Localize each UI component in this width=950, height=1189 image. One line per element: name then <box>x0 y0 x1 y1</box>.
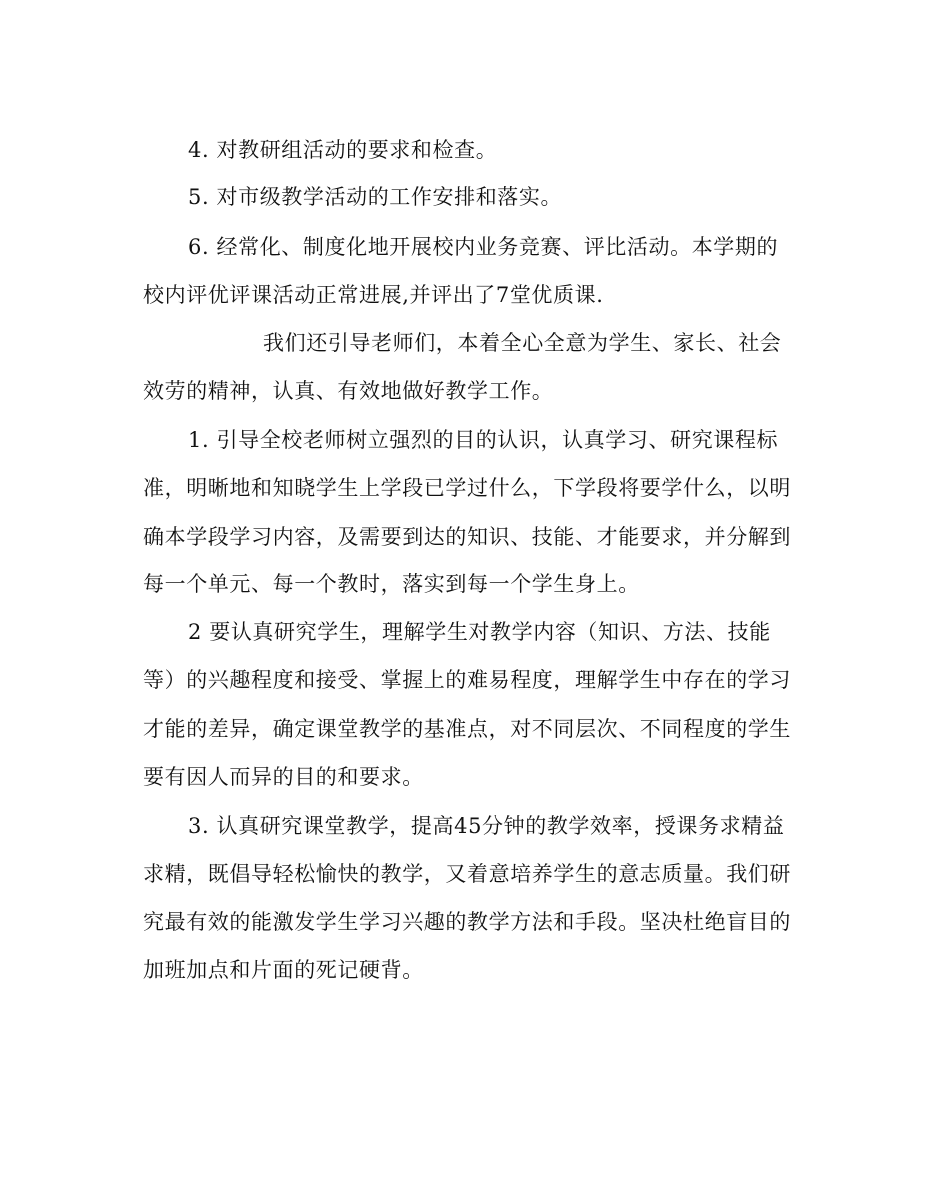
paragraph-point-1-line-4: 每一个单元、每一个教时，落实到每一个学生身上。 <box>143 572 640 596</box>
paragraph-item-6-line-2: 校内评优评课活动正常进展,并评出了7堂优质课. <box>143 283 604 307</box>
paragraph-item-4: 4. 对教研组活动的要求和检查。 <box>188 138 498 162</box>
paragraph-item-6-line-1: 6. 经常化、制度化地开展校内业务竞赛、评比活动。本学期的 <box>188 235 779 259</box>
paragraph-item-5: 5. 对市级教学活动的工作安排和落实。 <box>188 185 563 209</box>
paragraph-point-2-line-2: 等）的兴趣程度和接受、掌握上的难易程度，理解学生中存在的学习 <box>143 668 791 692</box>
paragraph-intro-line-1: 我们还引导老师们，本着全心全意为学生、家长、社会 <box>263 331 782 355</box>
paragraph-point-3-line-4: 加班加点和片面的死记硬背。 <box>143 958 424 982</box>
paragraph-point-3-line-3: 究最有效的能激发学生学习兴趣的教学方法和手段。坚决杜绝盲目的 <box>143 910 791 934</box>
paragraph-point-2-line-3: 才能的差异，确定课堂教学的基准点，对不同层次、不同程度的学生 <box>143 717 791 741</box>
paragraph-intro-line-2: 效劳的精神，认真、有效地做好教学工作。 <box>143 379 554 403</box>
paragraph-point-3-line-2: 求精，既倡导轻松愉快的教学，又着意培养学生的意志质量。我们研 <box>143 862 791 886</box>
paragraph-point-2-line-1: 2 要认真研究学生，理解学生对教学内容（知识、方法、技能 <box>188 620 771 644</box>
paragraph-point-1-line-2: 准，明晰地和知晓学生上学段已学过什么，下学段将要学什么，以明 <box>143 476 791 500</box>
paragraph-point-2-line-4: 要有因人而异的目的和要求。 <box>143 765 424 789</box>
paragraph-point-3-line-1: 3. 认真研究课堂教学，提高45分钟的教学效率，授课务求精益 <box>188 814 785 838</box>
paragraph-point-1-line-3: 确本学段学习内容，及需要到达的知识、技能、才能要求，并分解到 <box>143 525 791 549</box>
paragraph-point-1-line-1: 1. 引导全校老师树立强烈的目的认识，认真学习、研究课程标 <box>188 428 779 452</box>
